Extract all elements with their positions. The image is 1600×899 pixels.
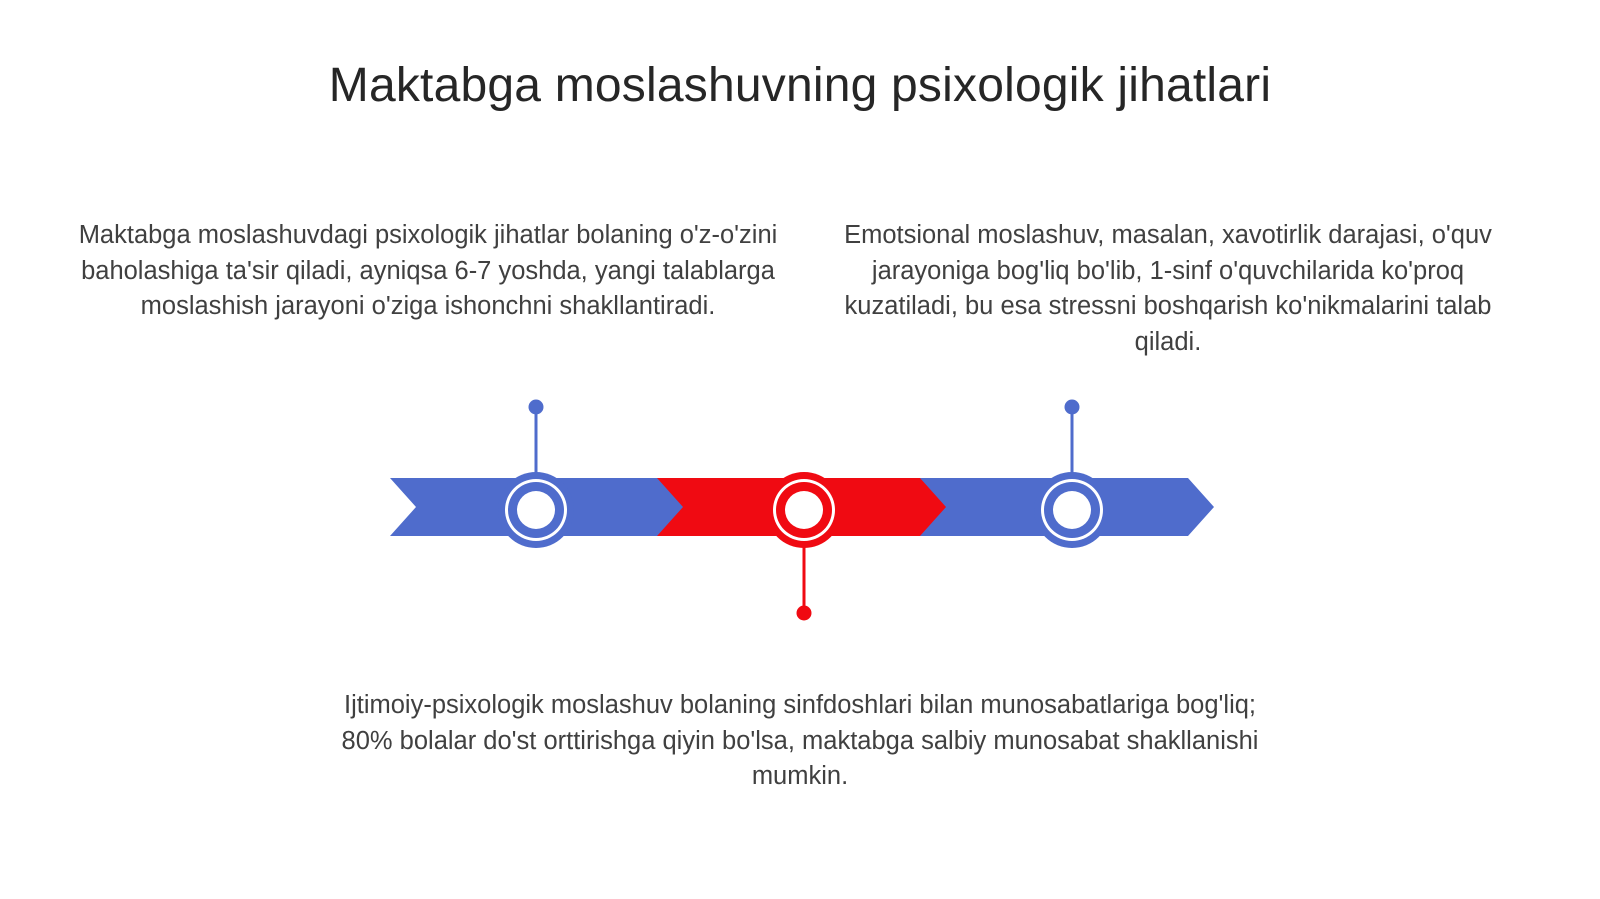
timeline-endpoint-2 — [797, 606, 812, 621]
timeline-node-3-center — [1053, 491, 1091, 529]
timeline-endpoint-3 — [1065, 400, 1080, 415]
timeline-endpoint-1 — [529, 400, 544, 415]
timeline-text-2: Emotsional moslashuv, masalan, xavotirlik darajasi, o'quv jarayoniga bog'liq bo'lib, 1-sinf o'quvchilarida ko'proq kuzatiladi, bu esa stressni boshqarish ko'nikmalarini talab qiladi. — [844, 221, 1492, 356]
timeline-text-1: Maktabga moslashuvdagi psixologik jihatlar bolaning o'z-o'zini baholashiga ta'sir qiladi, ayniqsa 6-7 yoshda, yangi talablarga moslashish jarayoni o'ziga ishonchni shakllantiradi. — [78, 221, 778, 320]
timeline-node-1-center — [517, 491, 555, 529]
page-title: Maktabga moslashuvning psixologik jihatlari — [328, 59, 1272, 112]
timeline-text-3: Ijtimoiy-psixologik moslashuv bolaning sinfdoshlari bilan munosabatlariga bog'liq; 80% bolalar do'st orttirishga qiyin bo'lsa, maktabga salbiy munosabat shakllanishi mumkin. — [341, 691, 1259, 790]
timeline-node-2-center — [785, 491, 823, 529]
